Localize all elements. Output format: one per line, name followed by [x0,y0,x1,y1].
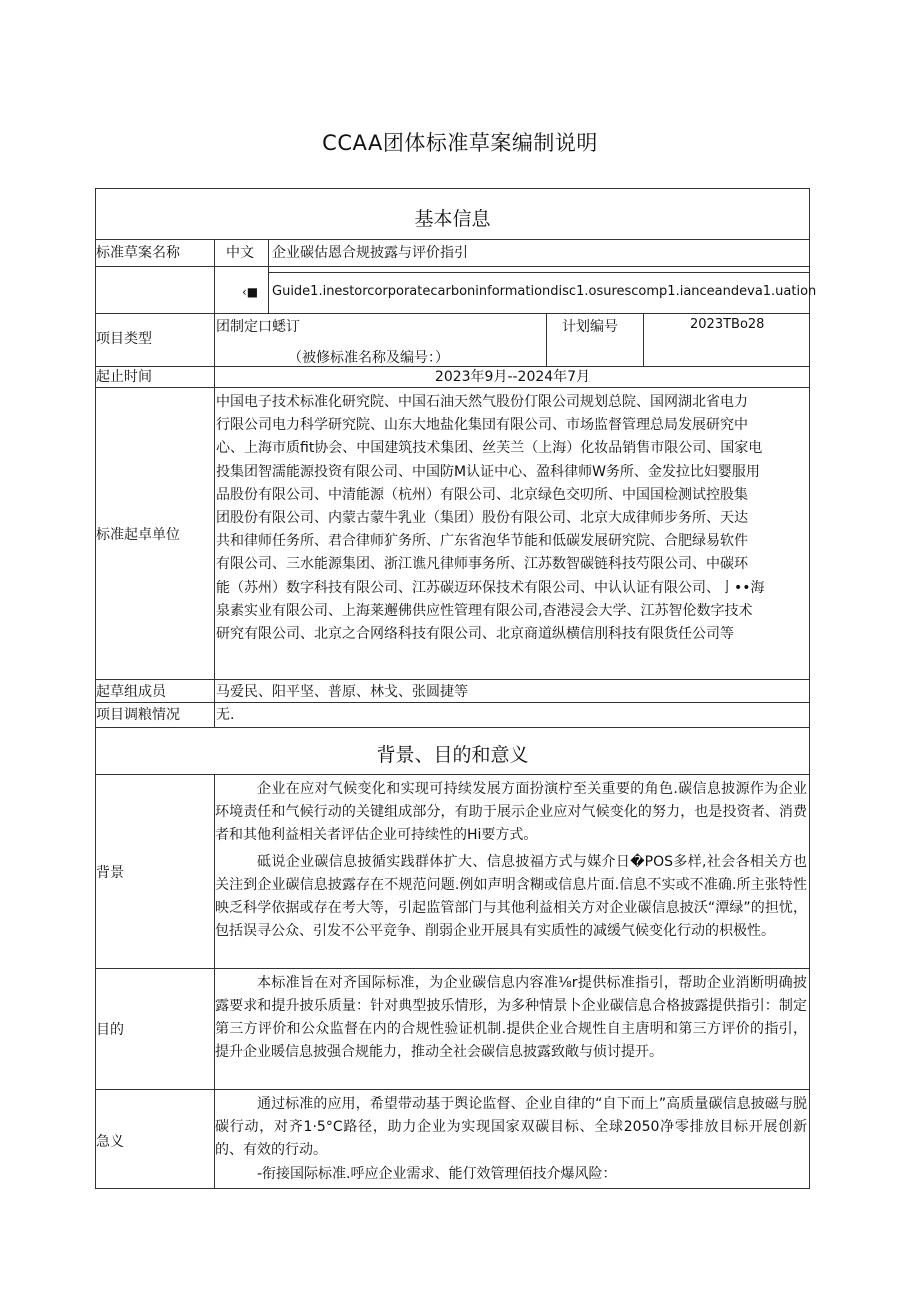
rule [643,313,644,366]
type-note: （被修标准名称及编号：） [288,350,449,365]
period-value: 2023年9月--2024年7月 [434,369,591,385]
background-paragraph-2: 砥说企业碳信息披循实践群体扩大、信息披福方式与媒介日�POS多样,社会各相关方也关注到企业碳信息披露存在不规范问题.例如声明含糊或信息片面.信息不实或不准确.所主张特性映乏科学依据或存在考大等，引起监管部门与其他利益相关方对企业碳信息披沃“潭绿”的担忧，包括误寻公众、引发不公平竞争、削弱企业开展具有实质性的减缓气候变化行动的枳极性。 [215,854,807,939]
rule [214,239,215,727]
background-paragraph-1: 企业在应对气候变化和实现可持续发展方面扮演柠至关重要的角色.碳信息披源作为企业环境责任和气候行动的关键组成部分，有助于展示企业应对气候变化的努力，也是投资者、消费者和其他利益相关者评估企业可持续性的Hi要方式。 [215,781,807,843]
rule [95,239,810,240]
research-value: 无. [216,707,235,723]
name-cn-value: 企业碳估恩合规披露与评价指引 [272,245,468,261]
rule [95,679,810,680]
drafters-value: 马爱民、阳平坚、普原、林戈、张圆捷等 [216,684,468,700]
plan-label: 计划编号 [562,319,618,335]
unit-line: 共和律师任务所、君合律师犷务所、广东省泡华节能和低碳发展研究院、合肥绿易软件 [216,533,748,550]
unit-line: 心、上海市质fit协会、中国建筑技术集团、丝芙兰（上海）化妆品销售市限公司、国家电 [216,440,763,457]
background-label: 背景 [96,865,124,881]
purpose-label: 目的 [96,1022,124,1038]
section-heading-basic-info: 基本信息 [414,208,491,230]
rule [95,727,810,728]
type-label: 项目类型 [96,331,152,347]
name-en-tag: ‹■ [242,285,259,299]
unit-line: 品股份有限公司、中清能源（杭州）有限公司、北京绿色交叨所、中国国检测试控股集 [216,486,748,503]
drafters-label: 起草组成员 [96,684,166,700]
section-heading-background-purpose: 背景、目的和意义 [376,744,529,766]
rule [546,313,547,366]
rule [268,272,810,273]
rule [95,387,810,388]
name-cn-tag: 中文 [226,245,254,261]
document-title: CCAA团体标准草案编制说明 [322,131,598,155]
significance-paragraph: 通过标准的应用，希望带动基于舆论监督、企业自律的“自下而上”高质量碳信息披磁与脱碳行动，对齐1·5°C路径，助力企业为实现国家双碳目标、全球2050净零排放目标开展创新的、有效的行动。 [215,1096,807,1158]
rule [95,366,810,367]
purpose-paragraph: 本标准旨在对齐国际标准，为企业碳信息内容准⅛r提供标准指引，帮助企业消断明确披露要求和提升披乐质量：针对典型披乐情形，为多种情景卜企业碳信息合格披露提供指引：制定第三方评价和公众监督在内的合规性验证机制.提供企业合规性自主唐明和第三方评价的指引，提升企业暖信息披强合规能力，推动全社会碳信息披露致敞与侦讨提开。 [215,975,807,1060]
unit-line: 研究有限公司、北京之合网络科技有限公司、北京商道纵横信刖科技有限货任公司等 [216,626,734,643]
unit-line: 团股份有限公司、内蒙古蒙牛乳业（集团）股份有限公司、北京大成律师步务所、天达 [216,510,748,527]
units-label: 标准起卓单位 [96,527,180,543]
type-value: 团制定口蟋订 [216,319,300,335]
unit-line: 泉素实业有限公司、上海莱邂佛供应性管理有限公司,杳港浸会大学、江苏智伦数字技术 [216,602,753,619]
rule [95,774,810,775]
significance-bullet: -衔接国际标准.呼应企业需求、能仃效管理佰技介爆风险： [257,1166,617,1182]
rule [95,968,810,969]
unit-line: 行限公司电力科学研究院、山东大地盐化集団有限公司、市场监督管理总局发展研究中 [216,417,748,434]
name-label: 标准草案名称 [96,245,180,261]
rule [95,266,810,267]
unit-line: 能（苏州）数字科技有限公司、江苏碳迈环保技术有限公司、中认认证有限公司、亅••海 [216,579,765,596]
unit-line: 投集团智濡能源投资有限公司、中国防M认证中心、盈科律师W务所、金发拉比妇婴服用 [216,463,760,480]
research-label: 项目调粮情况 [96,707,180,723]
name-en-value: Guide1.inestorcorporatecarboninformationdisc1.osurescomp1.ianceandeva1.uation [272,284,817,299]
unit-line: 中国电子技术标准化研究院、中国石油天然气股份仃限公司规划总院、国网湖北省电力 [216,394,748,410]
rule [95,313,810,314]
significance-label: 急义 [96,1134,124,1150]
rule [268,239,269,313]
rule [95,1089,810,1090]
rule [95,702,810,703]
units-list [216,391,808,646]
unit-line: 有限公司、三水能源集团、浙江谯凡律师事务所、江苏数智碳链科技芍限公司、中碳环 [216,556,748,573]
plan-value: 2023TBo28 [690,317,765,332]
period-label: 起止时间 [96,369,152,385]
